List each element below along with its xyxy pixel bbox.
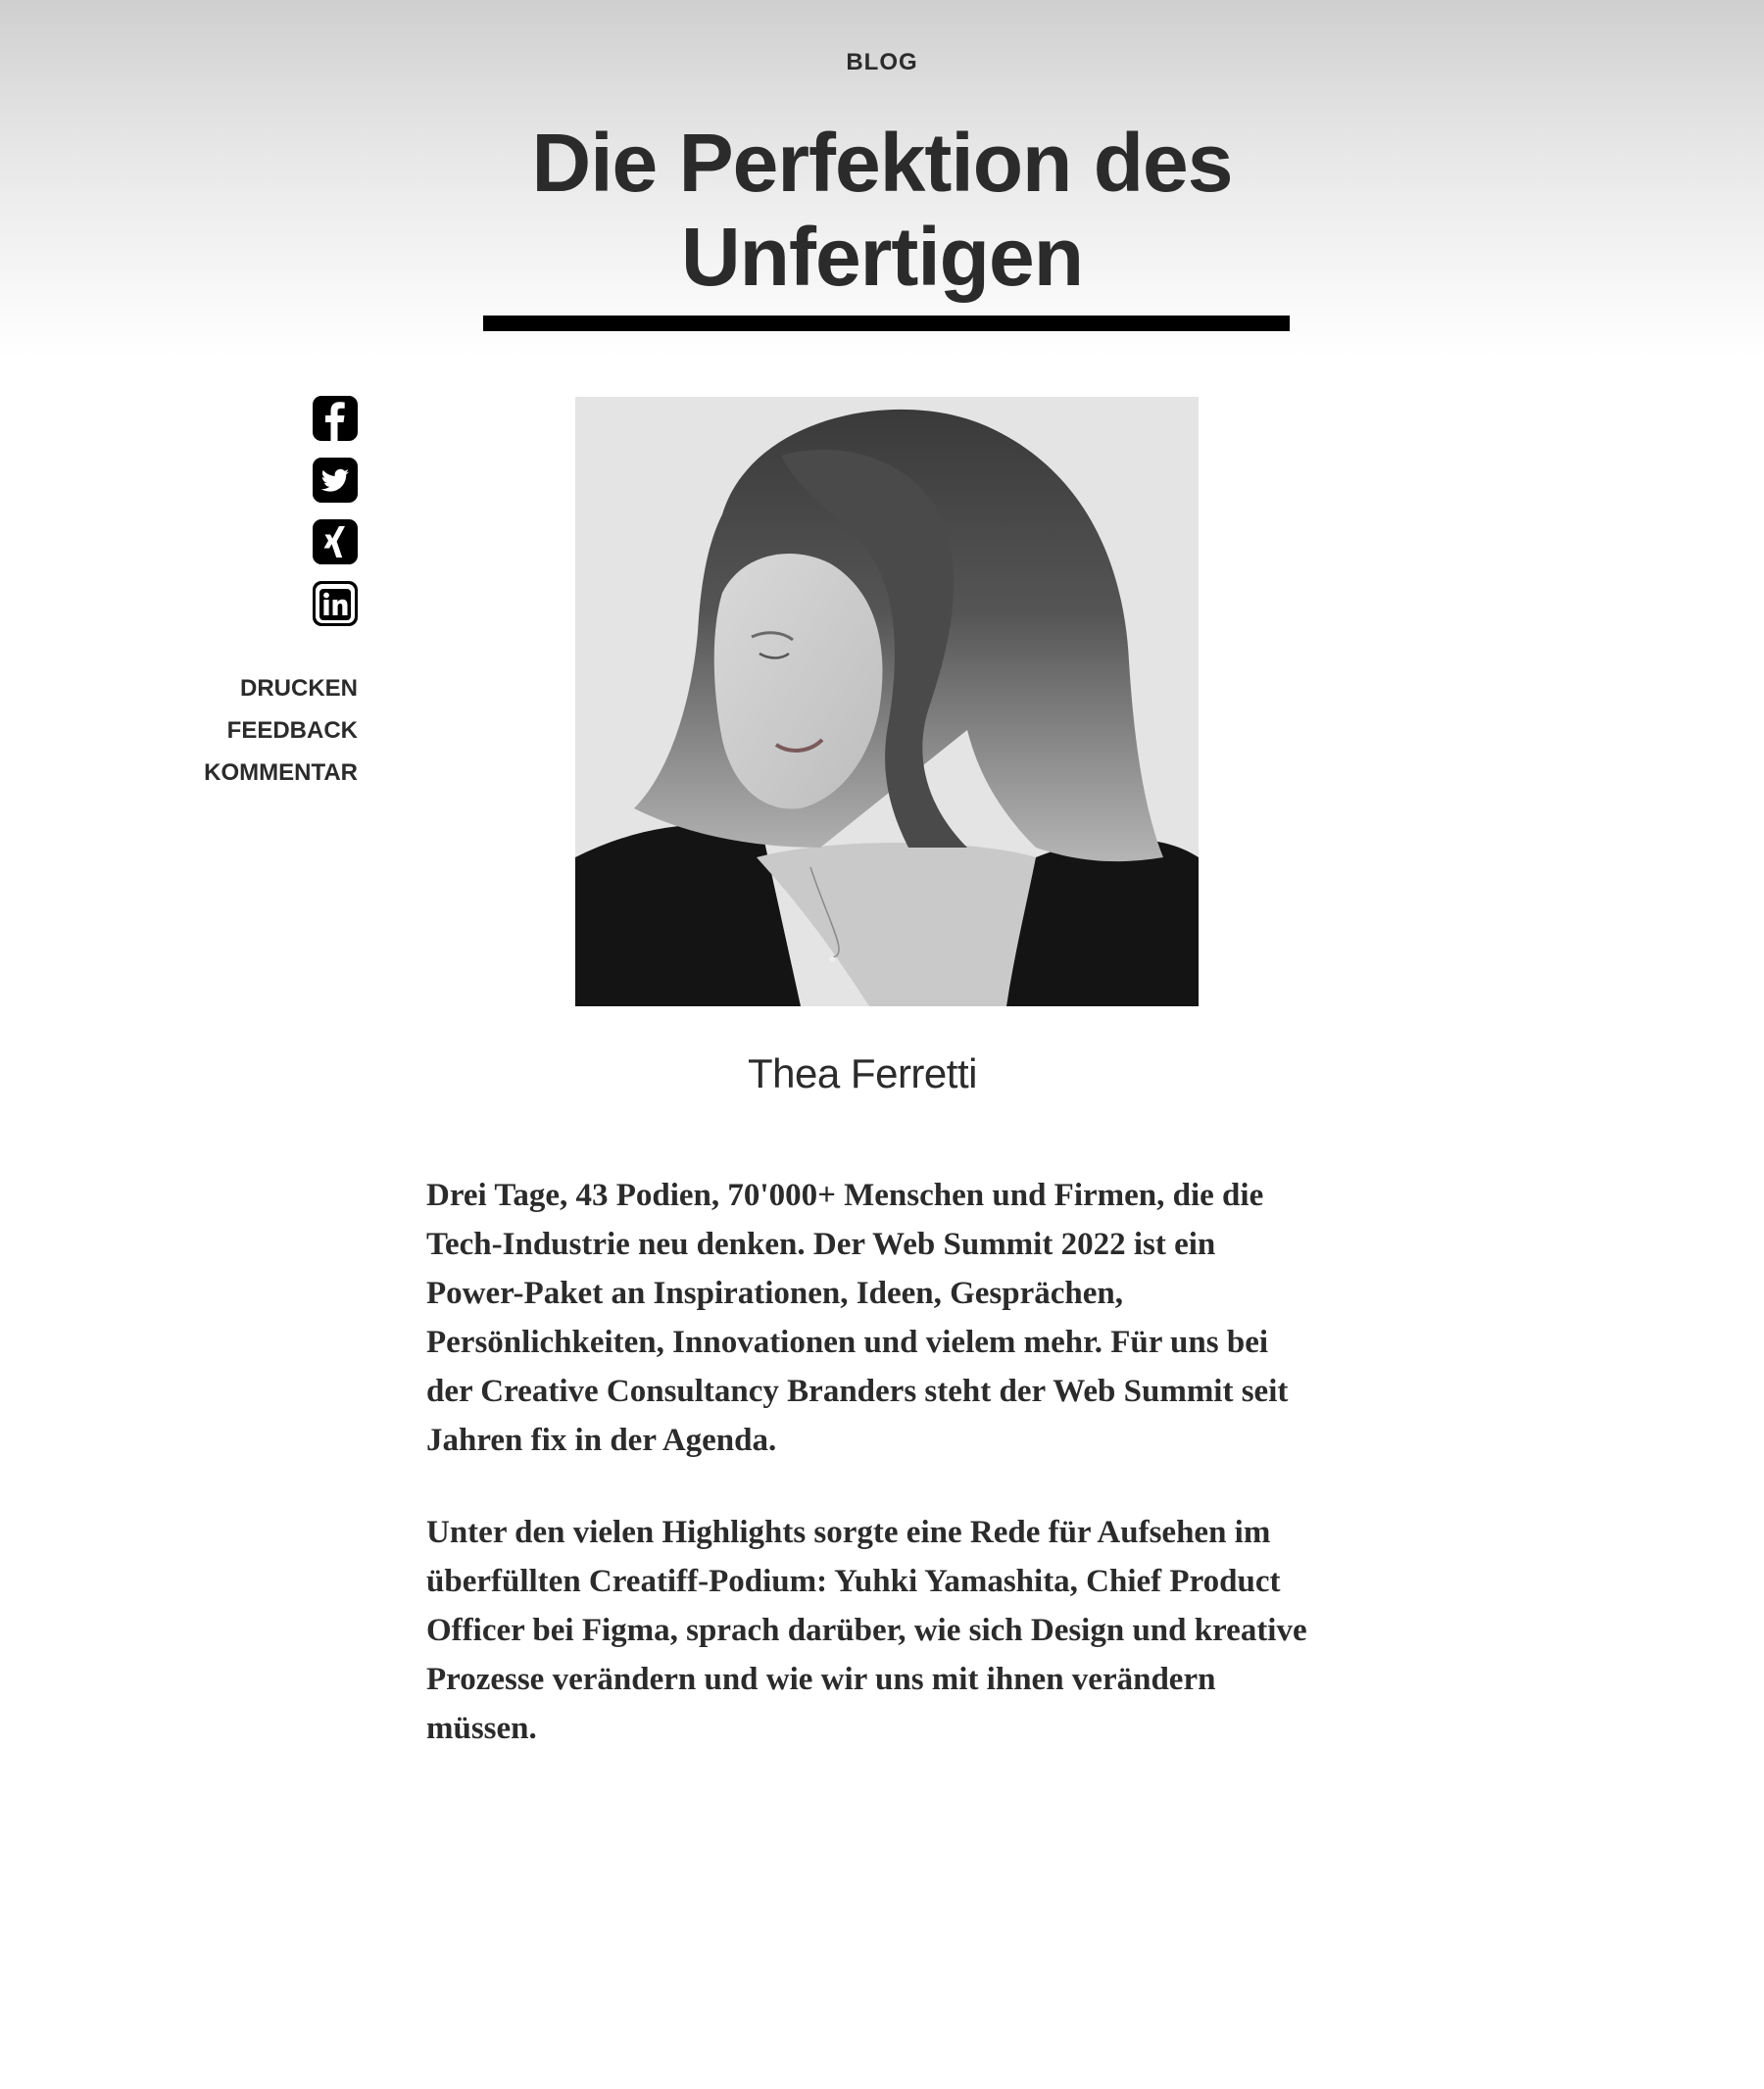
xing-icon[interactable] bbox=[313, 519, 358, 564]
article-body bbox=[426, 1171, 1308, 1796]
twitter-icon[interactable] bbox=[313, 458, 358, 503]
section-kicker[interactable]: BLOG bbox=[846, 49, 918, 75]
author-portrait bbox=[575, 397, 1199, 1006]
print-link[interactable]: DRUCKEN bbox=[240, 675, 358, 702]
article-paragraph: Drei Tage, 43 Podien, 70'000+ Menschen und Firmen, die die Tech-Industrie neu denken. Der Web Summit 2022 ist ein Power-Paket an Inspirationen, Ideen, Gesprächen, Persönlichkeiten, Innovationen und vielem mehr. Für uns bei der Creative Consultancy Branders steht der Web Summit seit Jahren fix in der Agenda. bbox=[426, 1178, 1289, 1458]
page-title: Die Perfektion des Unfertigen bbox=[531, 117, 1233, 303]
linkedin-icon[interactable] bbox=[313, 581, 358, 626]
title-divider bbox=[483, 316, 1290, 331]
article-paragraph: Unter den vielen Highlights sorgte eine Rede für Aufsehen im überfüllten Creatiff-Podium: Yuhki Yamashita, Chief Product Officer bei Figma, sprach darüber, wie sich Design und kreative Prozesse verändern und wie wir uns mit ihnen verändern müssen. bbox=[426, 1515, 1307, 1746]
share-icons bbox=[127, 396, 358, 626]
comment-link[interactable]: KOMMENTAR bbox=[204, 759, 358, 786]
feedback-link[interactable]: FEEDBACK bbox=[226, 717, 358, 744]
facebook-icon[interactable] bbox=[313, 396, 358, 441]
article-actions bbox=[127, 667, 358, 794]
share-rail bbox=[127, 396, 358, 794]
author-name: Thea Ferretti bbox=[748, 1050, 977, 1096]
